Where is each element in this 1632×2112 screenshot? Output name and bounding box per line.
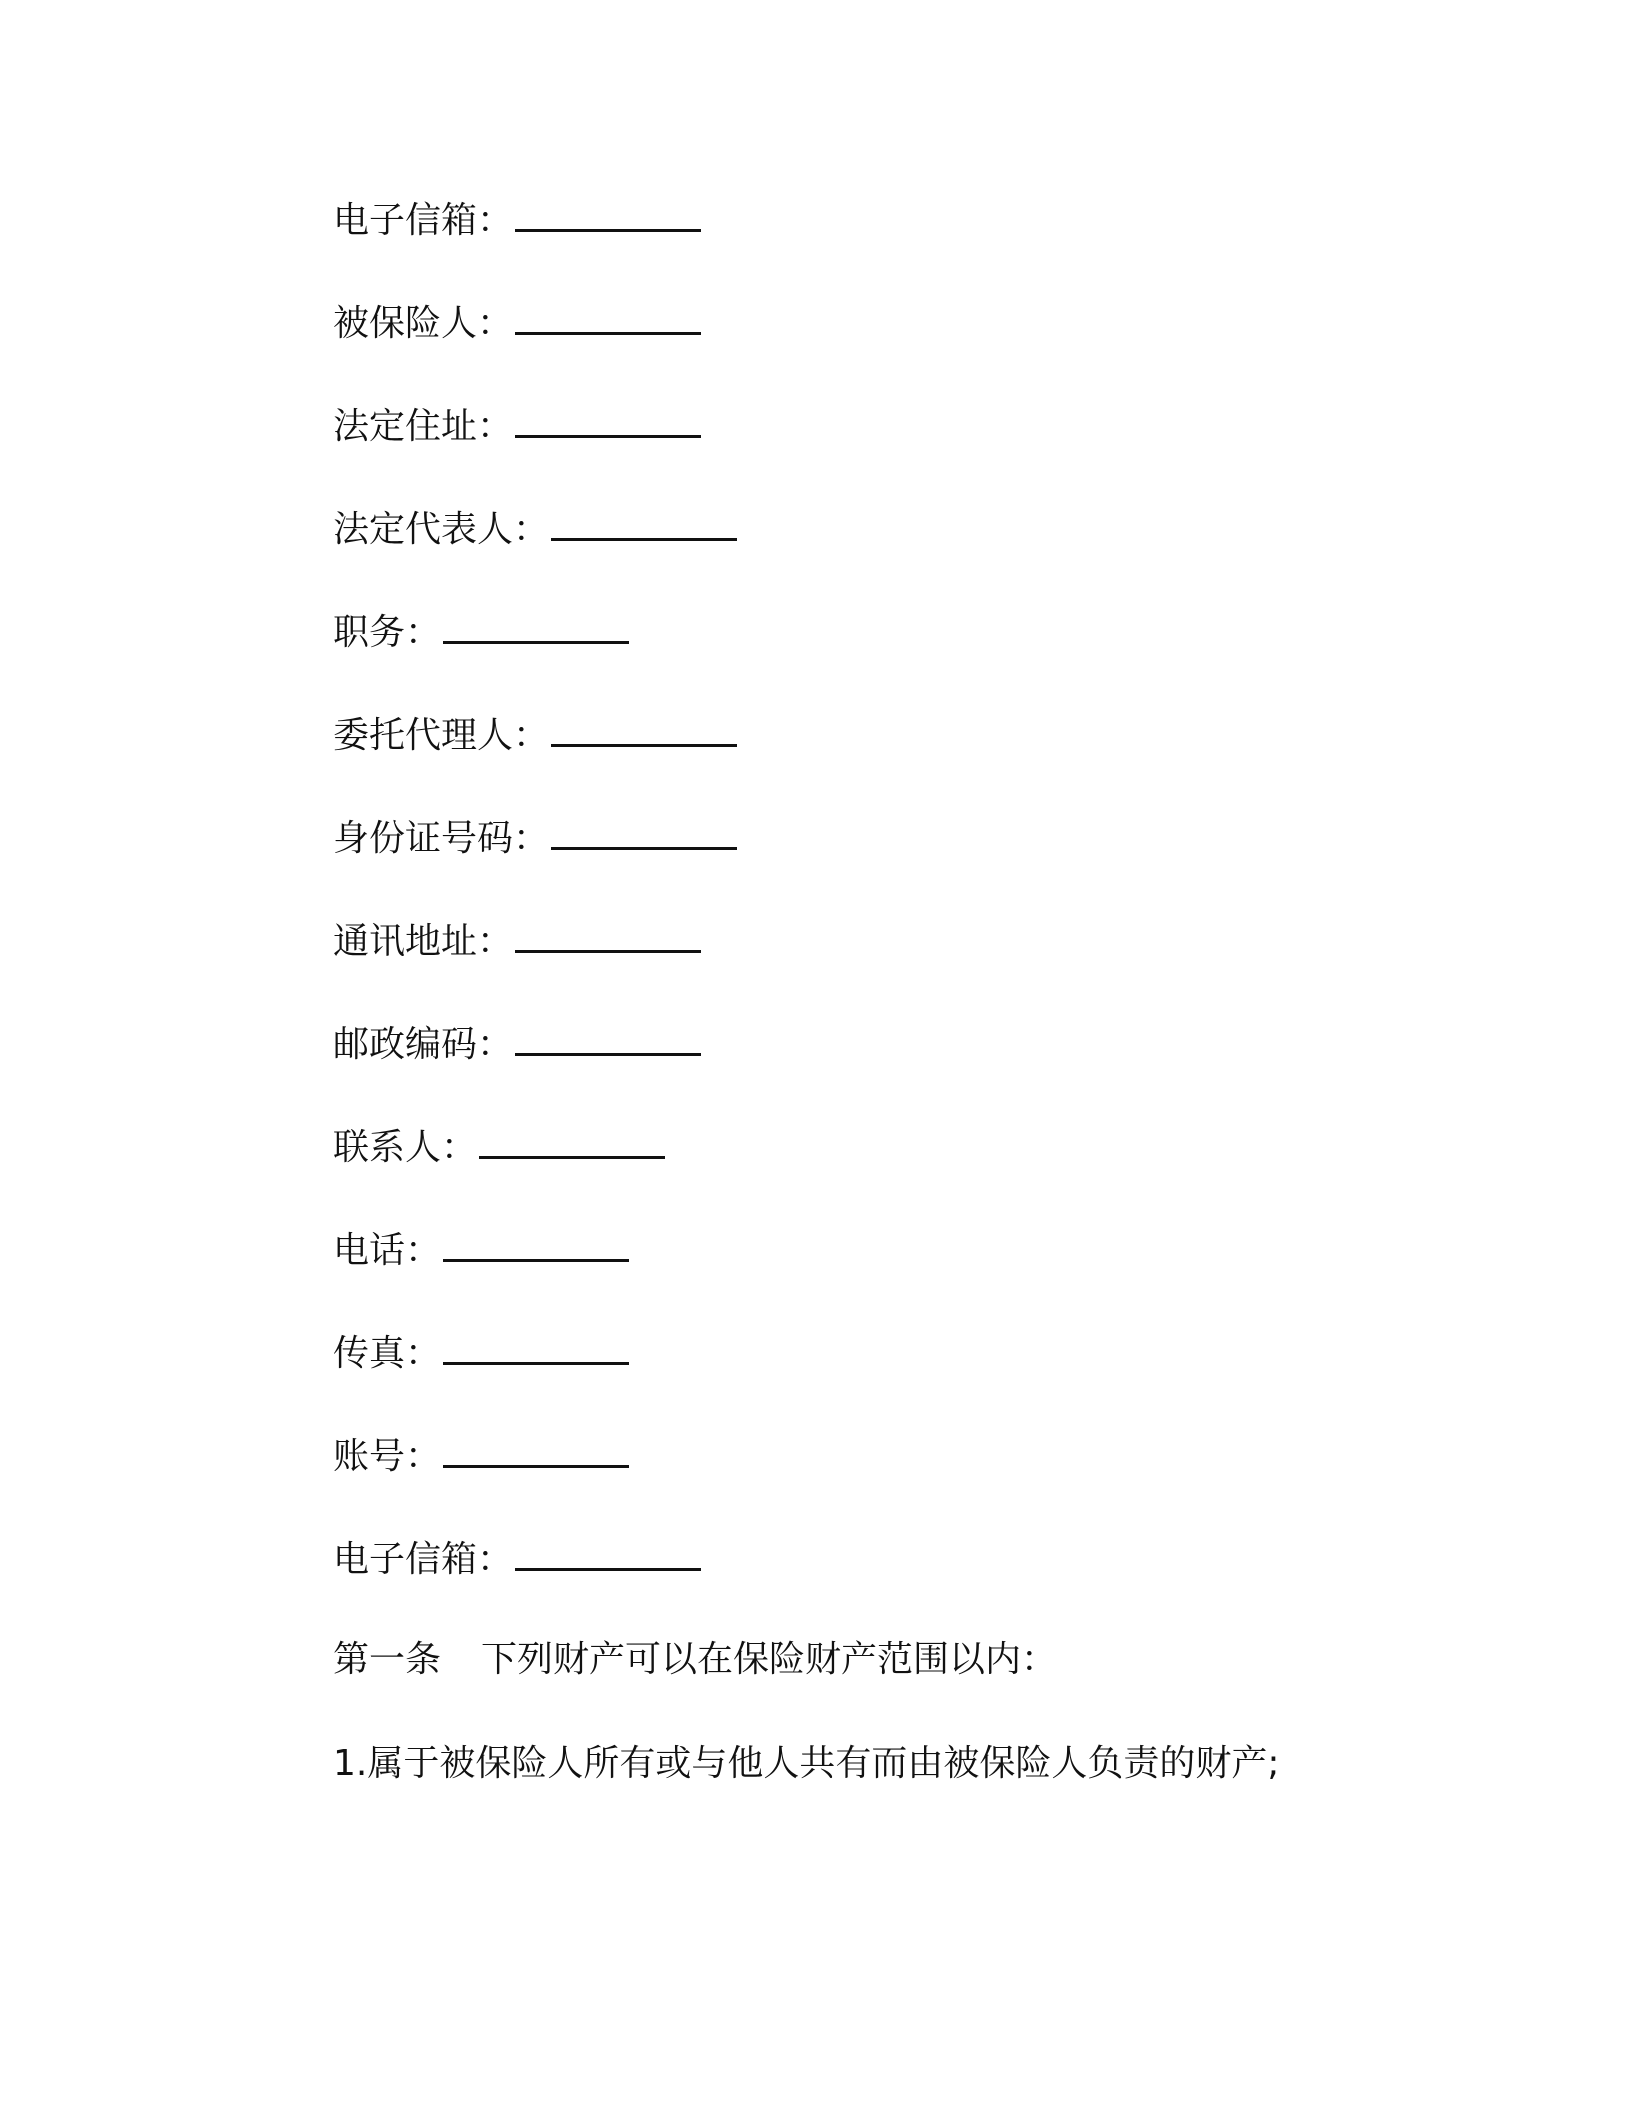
article-text: 下列财产可以在保险财产范围以内： [481,1639,1058,1680]
field-legal-address [333,399,701,452]
field-label: 传真： [333,1333,442,1374]
field-mailing-address [333,914,701,967]
field-email-1 [333,193,701,246]
field-label: 账号： [333,1436,442,1477]
field-label: 职务： [333,612,442,653]
clause-text: 1.属于被保险人所有或与他人共有而由被保险人负责的财产; [333,1743,1280,1784]
fill-blank[interactable] [515,399,701,438]
fill-blank[interactable] [443,1223,629,1262]
fill-blank[interactable] [479,1120,665,1159]
field-fax [333,1326,629,1379]
field-legal-representative [333,502,737,555]
field-postal-code [333,1017,701,1070]
field-email-2 [333,1532,701,1585]
article-number: 第一条 [333,1639,442,1680]
fill-blank[interactable] [551,811,737,850]
field-label: 电子信箱： [333,200,514,241]
fill-blank[interactable] [515,914,701,953]
field-insured [333,296,701,349]
clause-1 [333,1739,1279,1789]
field-label: 委托代理人： [333,715,550,756]
fill-blank[interactable] [443,1326,629,1365]
field-label: 被保险人： [333,303,514,344]
article-1-heading [333,1635,1057,1685]
fill-blank[interactable] [443,605,629,644]
field-label: 法定住址： [333,406,514,447]
field-label: 电话： [333,1230,442,1271]
field-label: 法定代表人： [333,509,550,550]
field-label: 通讯地址： [333,921,514,962]
fill-blank[interactable] [551,708,737,747]
field-id-number [333,811,737,864]
fill-blank[interactable] [515,193,701,232]
field-phone [333,1223,629,1276]
field-label: 身份证号码： [333,818,550,859]
fill-blank[interactable] [515,296,701,335]
field-label: 邮政编码： [333,1024,514,1065]
fill-blank[interactable] [515,1532,701,1571]
field-label: 联系人： [333,1127,478,1168]
fill-blank[interactable] [515,1017,701,1056]
field-agent [333,708,737,761]
field-contact [333,1120,665,1173]
field-label: 电子信箱： [333,1539,514,1580]
field-account [333,1429,629,1482]
fill-blank[interactable] [443,1429,629,1468]
field-position [333,605,629,658]
fill-blank[interactable] [551,502,737,541]
